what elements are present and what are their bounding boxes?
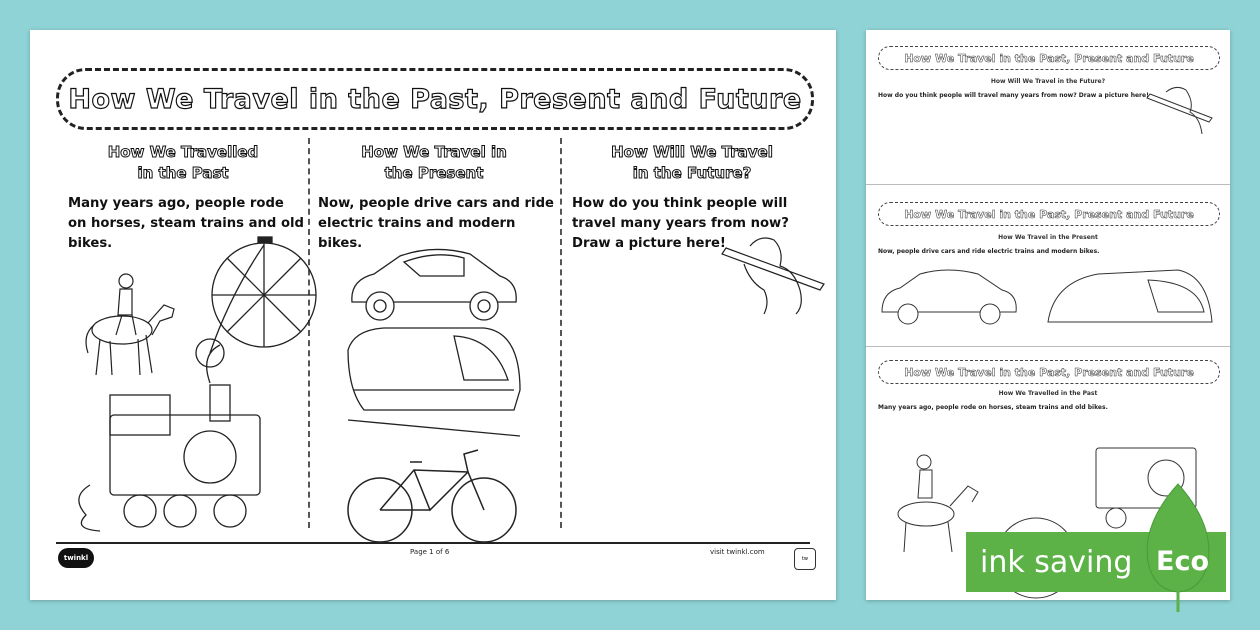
column-text: Many years ago, people rode on horses, steam trains and old bikes. [68, 196, 304, 251]
column-divider [560, 138, 562, 528]
page-number: Page 1 of 6 [410, 548, 450, 556]
thumb-title-banner: How We Travel in the Past, Present and Future [878, 360, 1220, 384]
column-heading: How We Travelled in the Past [107, 143, 259, 182]
footer-divider [56, 542, 810, 544]
preview-page-present[interactable] [866, 186, 1230, 347]
column-text: Now, people drive cars and ride electric trains and modern bikes. [318, 196, 554, 251]
ink-saving-label: ink saving [980, 544, 1133, 580]
twinkl-logo: twinkl [58, 548, 94, 568]
past-illustrations [60, 235, 300, 535]
electric-train-illustration [348, 328, 520, 436]
thumb-subtitle: How We Travel in the Present [998, 234, 1098, 241]
ink-saving-badge [966, 532, 1226, 592]
thumb-title-banner: How We Travel in the Past, Present and Future [878, 202, 1220, 226]
thumb-title-banner: How We Travel in the Past, Present and Future [878, 46, 1220, 70]
column-present [318, 142, 556, 254]
car-illustration [352, 249, 516, 320]
thumb-text: How do you think people will travel many years from now? Draw a picture here! [878, 92, 1149, 99]
penny-farthing-illustration [196, 237, 316, 367]
bicycle-illustration [348, 450, 516, 542]
eco-label: Eco [1156, 546, 1209, 577]
preview-page-future[interactable] [866, 30, 1230, 185]
horse-rider-illustration [86, 274, 174, 375]
column-heading: How Will We Travel in the Future? [611, 143, 773, 182]
site-link[interactable]: visit twinkl.com [710, 548, 765, 556]
present-illustrations [344, 240, 524, 540]
vehicles-illustration [878, 262, 1218, 342]
twinkl-mini-logo: tw [794, 548, 816, 570]
thumb-subtitle: How We Travelled in the Past [998, 390, 1098, 397]
worksheet-title: How We Travel in the Past, Present and Future [68, 83, 802, 115]
thumb-text: Now, people drive cars and ride electric trains and modern bikes. [878, 248, 1100, 255]
thumb-text: Many years ago, people rode on horses, steam trains and old bikes. [878, 404, 1108, 411]
hand-pencil-icon [720, 230, 830, 320]
column-heading: How We Travel in the Present [361, 143, 507, 182]
worksheet-page [30, 30, 836, 600]
column-text: How do you think people will travel many years from now? Draw a picture here! [572, 196, 789, 251]
steam-train-illustration [79, 345, 260, 531]
hand-pencil-icon [1146, 82, 1216, 152]
column-divider [308, 138, 310, 528]
title-banner [56, 68, 814, 130]
thumb-subtitle: How Will We Travel in the Future? [990, 78, 1106, 85]
